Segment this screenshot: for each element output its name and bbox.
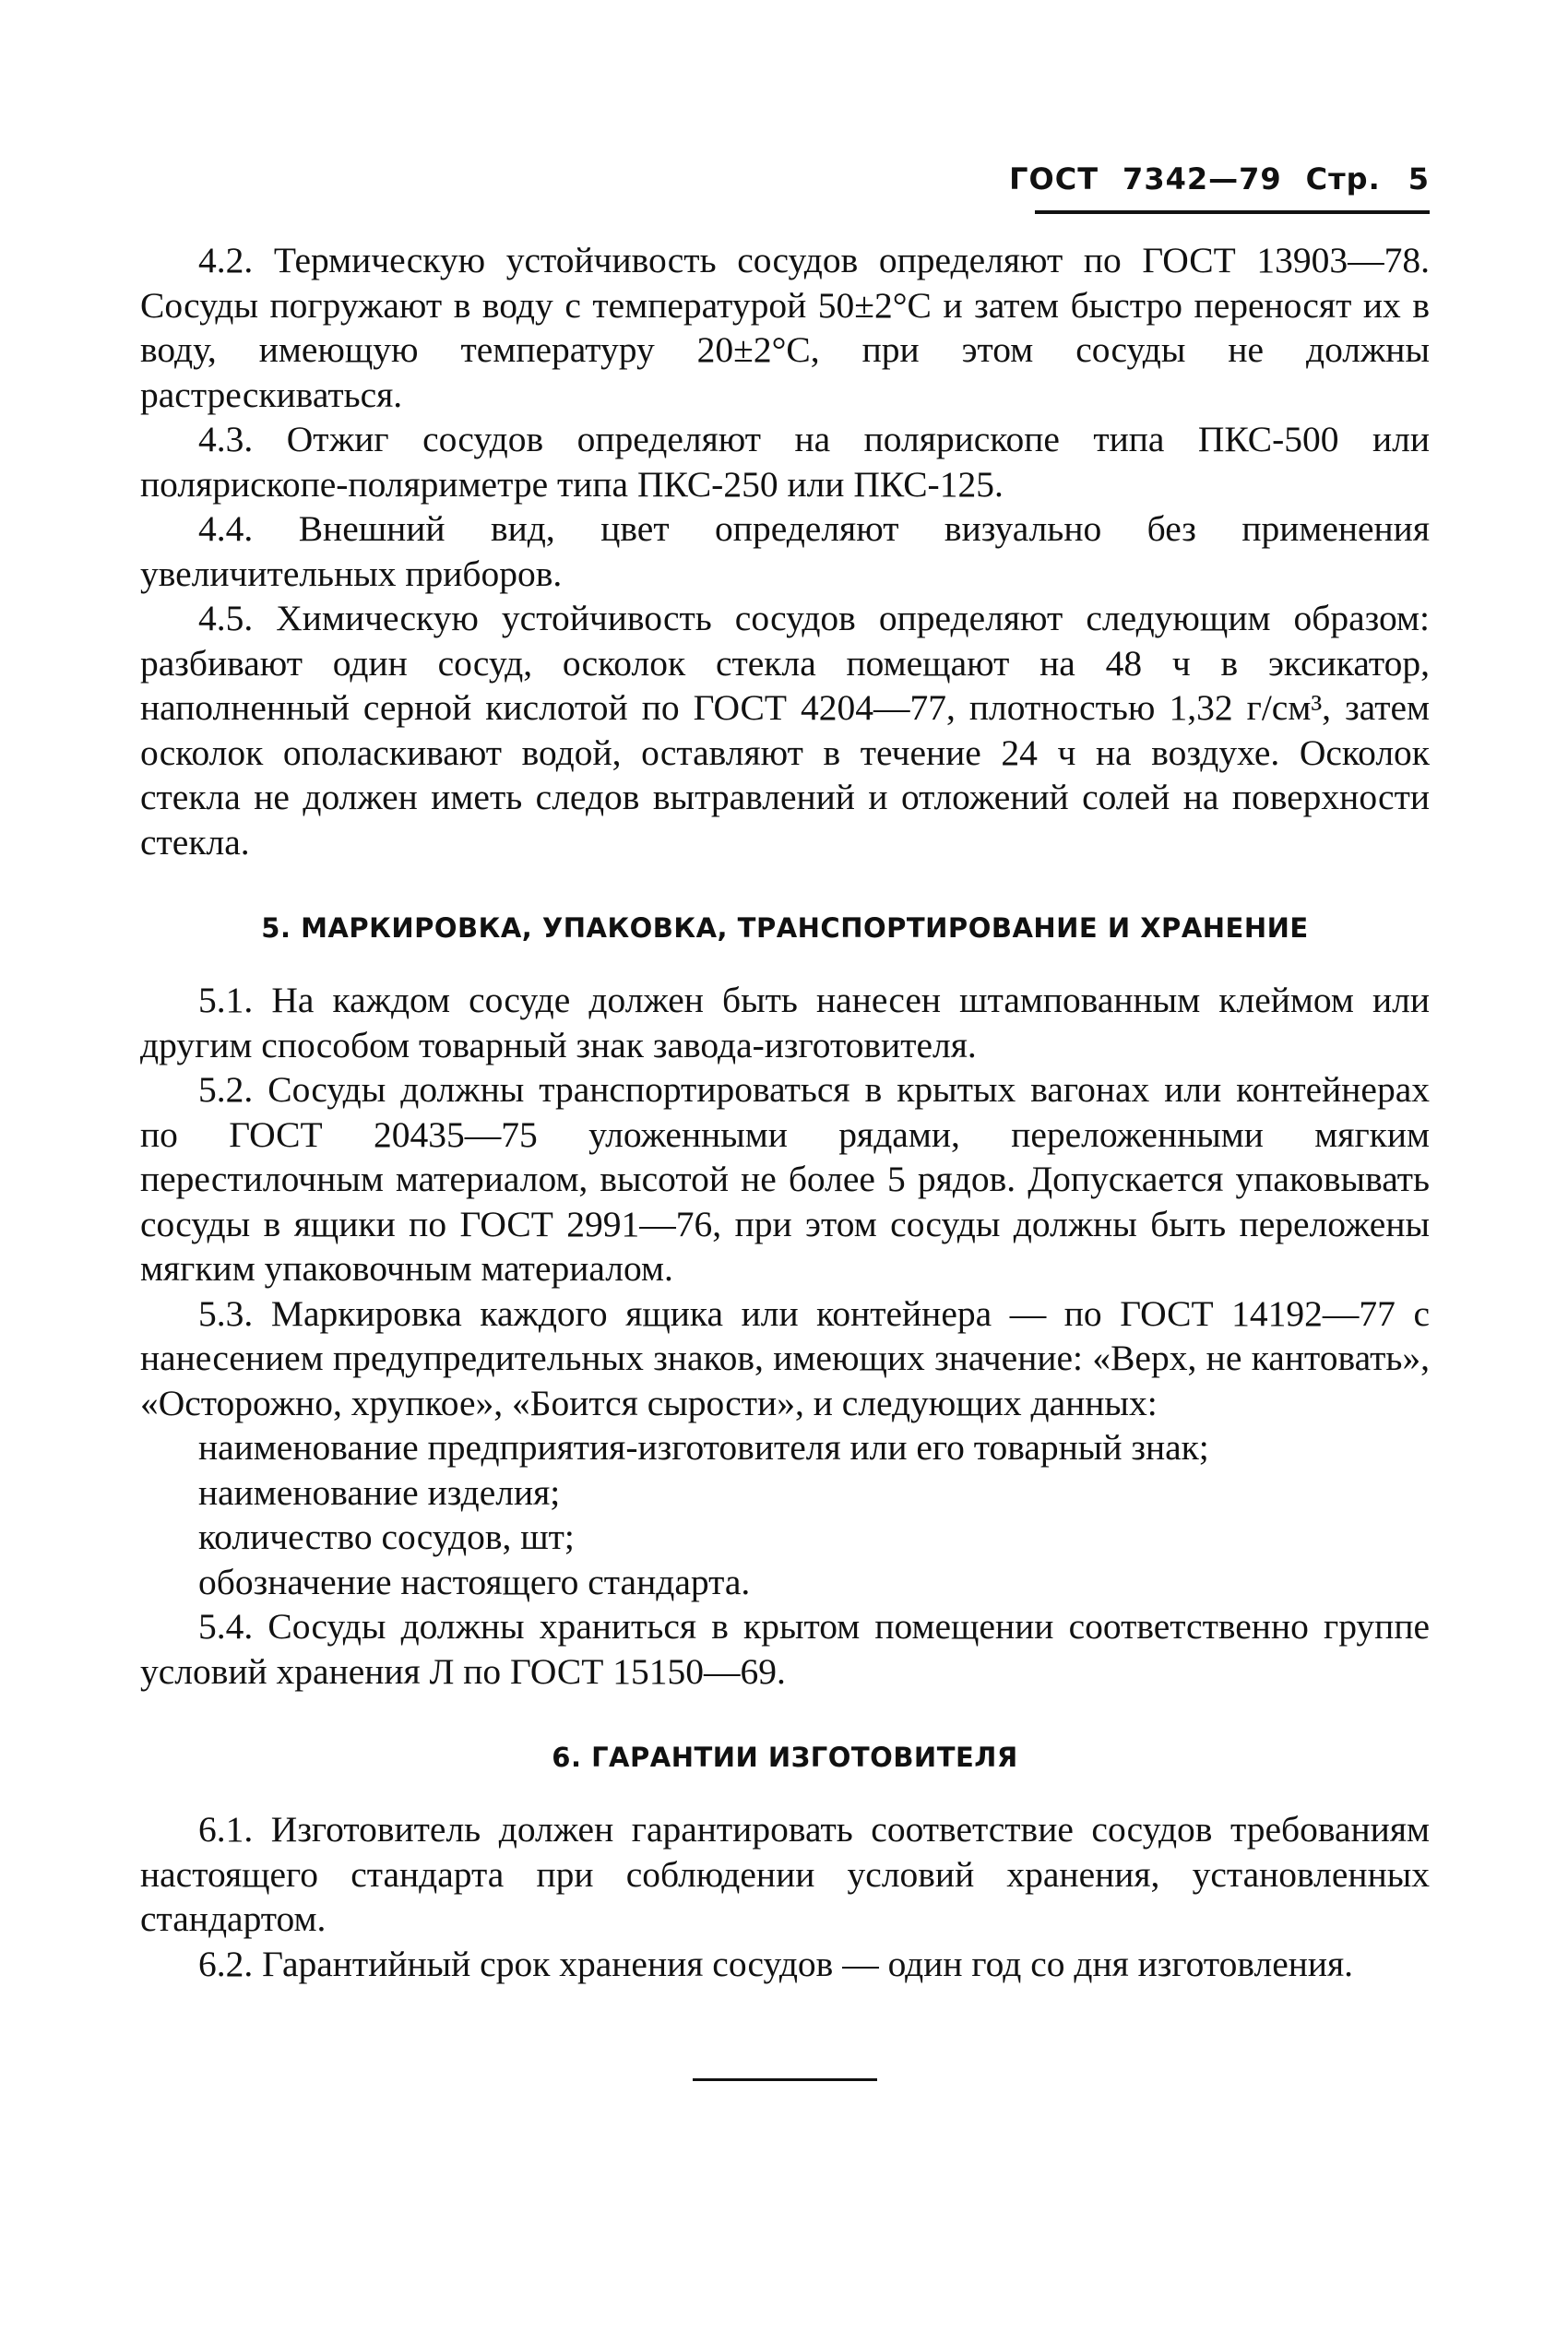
- paragraph-4-5: 4.5. Химическую устойчивость сосудов определяют следующим образом: разбивают один сосуд, осколок стекла помещают на 48 ч в эксикатор, наполненный серной кислотой по ГОСТ 4204—77, плотностью 1,32 г/см³, затем осколок ополаскивают водой, оставляют в течение 24 ч на воздухе. Осколок стекла не должен иметь следов вытравлений и отложений солей на поверхности стекла.: [140, 598, 1430, 863]
- paragraph-6-1: 6.1. Изготовитель должен гарантировать соответствие сосудов требованиям настоящего стандарта при соблюдении условий хранения, установленных стандартом.: [140, 1809, 1430, 1939]
- header-page-number: 5: [1408, 161, 1430, 196]
- paragraph-4-4: 4.4. Внешний вид, цвет определяют визуально без применения увеличительных приборов.: [140, 508, 1430, 594]
- running-header: [1009, 161, 1430, 196]
- header-number: 7342—79: [1123, 161, 1282, 196]
- list-item-manufacturer: наименование предприятия-изготовителя или его товарный знак;: [198, 1427, 1209, 1468]
- paragraph-4-3: 4.3. Отжиг сосудов определяют на полярископе типа ПКС-500 или полярископе-поляриметре типа ПКС-250 или ПКС-125.: [140, 419, 1430, 505]
- header-rule: [1035, 210, 1430, 214]
- list-item-standard: обозначение настоящего стандарта.: [198, 1561, 751, 1602]
- paragraph-6-2: 6.2. Гарантийный срок хранения сосудов — один год со дня изготовления.: [198, 1943, 1354, 1984]
- paragraph-5-1: 5.1. На каждом сосуде должен быть нанесен штампованным клеймом или другим способом товарный знак завода-изготовителя.: [140, 980, 1430, 1065]
- paragraph-4-2: 4.2. Термическую устойчивость сосудов определяют по ГОСТ 13903—78. Сосуды погружают в воду с температурой 50±2°С и затем быстро переносят их в воду, имеющую температуру 20±2°С, при этом сосуды не должны растрескиваться.: [140, 240, 1430, 415]
- end-rule: [693, 2078, 877, 2081]
- paragraph-5-3: 5.3. Маркировка каждого ящика или контейнера — по ГОСТ 14192—77 с нанесением предупредительных знаков, имеющих значение: «Верх, не кантовать», «Осторожно, хрупкое», «Боится сырости», и следующих данных:: [140, 1292, 1430, 1423]
- paragraph-5-2: 5.2. Сосуды должны транспортироваться в крытых вагонах или контейнерах по ГОСТ 20435—75 уложенными рядами, переложенными мягким перестилочным материалом, высотой не более 5 рядов. Допускается упаковывать сосуды в ящики по ГОСТ 2991—76, при этом сосуды должны быть переложены мягким упаковочным материалом.: [140, 1069, 1430, 1289]
- section-6-heading: 6. ГАРАНТИИ ИЗГОТОВИТЕЛЯ: [552, 1742, 1018, 1773]
- list-item-quantity: количество сосудов, шт;: [198, 1517, 575, 1557]
- document-body: [140, 238, 1430, 2081]
- header-standard: ГОСТ: [1009, 161, 1099, 196]
- section-5-heading: 5. МАРКИРОВКА, УПАКОВКА, ТРАНСПОРТИРОВАНИЕ И ХРАНЕНИЕ: [261, 912, 1309, 944]
- list-item-product: наименование изделия;: [198, 1471, 561, 1513]
- header-page-label: Стр.: [1305, 161, 1381, 196]
- paragraph-5-4: 5.4. Сосуды должны храниться в крытом помещении соответственно группе условий хранения Л по ГОСТ 15150—69.: [140, 1606, 1430, 1692]
